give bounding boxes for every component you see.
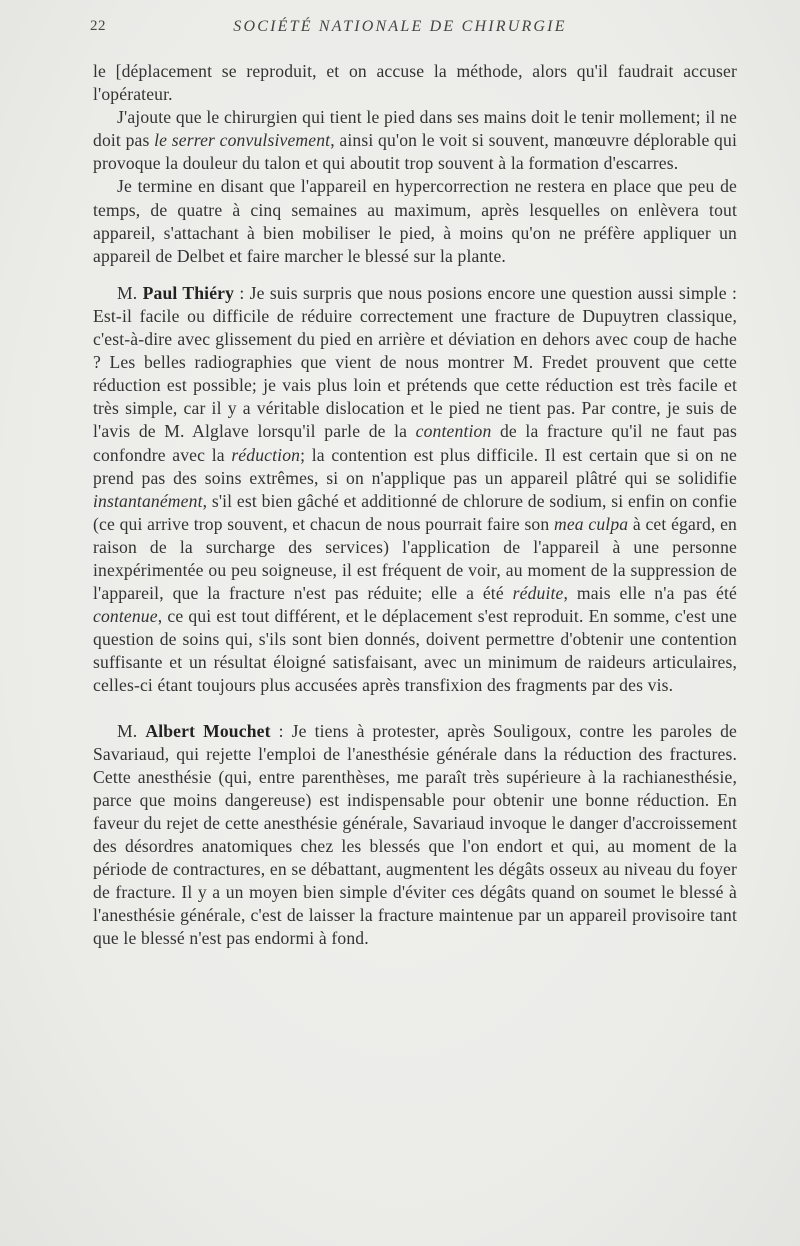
thiery-text-c: ; la contention est plus difficile. Il est certain que si on ne prend pas des soins extrêmes, si on n'applique pas un appareil plâtré qui se solidifie <box>93 444 737 488</box>
paragraph-2-emphasis: le serrer convulsivement <box>154 130 331 151</box>
thiery-em-contenue: contenue <box>93 606 158 627</box>
paragraph-2-text-b: , ainsi qu'on le voit si souvent, manœuvre déplorable qui provoque la douleur du talon et qui aboutit trop souvent à la formation d'escarres. <box>93 130 737 174</box>
running-title: SOCIÉTÉ NATIONALE DE CHIRURGIE <box>233 18 567 35</box>
thiery-em-reduction: réduction <box>231 444 301 465</box>
thiery-em-mea-culpa: mea culpa <box>553 513 629 534</box>
paragraph-2 <box>93 106 737 175</box>
paragraph-1 <box>93 60 737 106</box>
paragraph-1-text: le [déplacement se reproduit, et on accuse la méthode, alors qu'il faudrait accuser l'opérateur. <box>93 61 737 105</box>
thiery-em-instantanement: instantanément <box>93 490 203 511</box>
paragraph-3-text: Je termine en disant que l'appareil en hypercorrection ne restera en place que peu de temps, de quatre à cinq semaines au maximum, après lesquelles on enlèvera tout appareil, s'attachant à bien mobiliser le pied, à moins qu'on ne préfère appliquer un appareil de Delbet et faire marcher le blessé sur la plante. <box>93 176 737 266</box>
paragraph-2-text-a: J'ajoute que le chirurgien qui tient le pied dans ses mains doit le tenir mollement; il ne doit pas <box>93 107 737 151</box>
speaker-name-thiery: Paul Thiéry <box>142 282 235 303</box>
page-header <box>90 18 710 40</box>
speaker-name-mouchet: Albert Mouchet <box>145 720 271 741</box>
page-number: 22 <box>90 18 106 34</box>
thiery-text-g: , ce qui est tout différent, et le déplacement s'est reproduit. En somme, c'est une question de soins qui, s'ils sont bien donnés, doivent permettre d'obtenir une contention suffisante et un résultat éloigné satisfaisant, avec un minimum de raideurs articulaires, celles-ci étant toujours plus accusées après transfixion des fragments par des vis. <box>93 606 737 696</box>
thiery-text-a: : Je suis surpris que nous posions encore une question aussi simple : Est-il facile ou difficile de réduire correctement une fracture de Dupuytren classique, c'est-à-dire avec glissement du pied en arrière et déviation en dehors avec coup de hache ? Les belles radiographies que vient de nous montrer M. Fredet prouvent que cette réduction est possible; je vais plus loin et prétends que cette réduction est très facile et très simple, car il y a véritable dislocation et le pied ne tient pas. Par contre, je suis de l'avis de M. Alglave lorsqu'il parle de la <box>93 282 738 442</box>
thiery-text-b: de la fracture qu'il ne faut pas confondre avec la <box>93 421 737 465</box>
paragraph-mouchet <box>93 720 737 951</box>
mouchet-prefix: M. <box>117 720 146 741</box>
thiery-text-d: , s'il est bien gâché et additionné de chlorure de sodium, si enfin on confie (ce qui arrive trop souvent, et chacun de nous pourrait faire son <box>93 490 737 534</box>
paragraph-thiery <box>93 282 737 698</box>
paragraph-3 <box>93 175 737 267</box>
thiery-prefix: M. <box>117 282 143 303</box>
thiery-text-e: à cet égard, en raison de la surcharge des services) l'application de l'appareil à une personne inexpérimentée ou peu soigneuse, il est fréquent de voir, au moment de la suppression de l'appareil, que la fracture n'est pas réduite; elle a été <box>93 513 737 604</box>
thiery-text-f: , mais elle n'a pas été <box>563 583 737 604</box>
thiery-em-reduite: réduite <box>512 583 564 604</box>
mouchet-text: : Je tiens à protester, après Souligoux, contre les paroles de Savariaud, qui rejette l'emploi de l'anesthésie générale dans la réduction des fractures. Cette anesthésie (qui, entre parenthèses, me paraît très supérieure à la rachianesthésie, parce que moins dangereuse) est indispensable pour obtenir une bonne réduction. En faveur du rejet de cette anesthésie générale, Savariaud invoque le danger d'accroissement des désordres anatomiques chez les blessés que l'on endort et qui, au moment de la période de contractures, en se débattant, augmentent les dégâts osseux au niveau du foyer de fracture. Il y a un moyen bien simple d'éviter ces dégâts quand on soumet le blessé à l'anesthésie générale, c'est de laisser la fracture maintenue par un appareil provisoire tant que le blessé n'est pas endormi à fond. <box>93 720 738 949</box>
thiery-em-contention: contention <box>415 421 492 442</box>
body-text <box>93 60 737 950</box>
